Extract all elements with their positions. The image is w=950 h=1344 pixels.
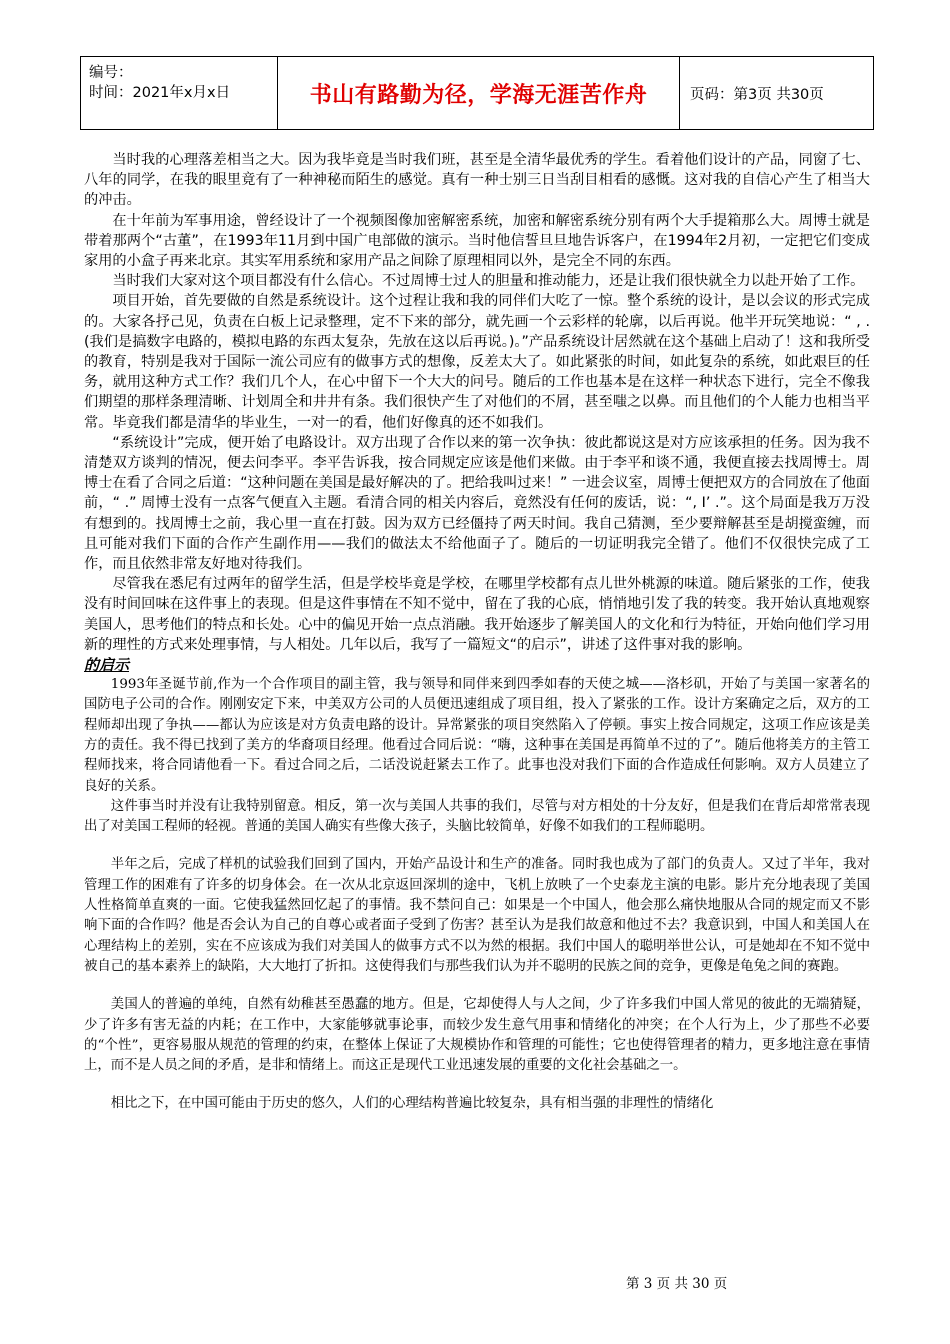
paragraph: 在十年前为军事用途，曾经设计了一个视频图像加密解密系统，加密和解密系统分别有两个大手提箱那么大。周博士就是带着那两个“古董”，在1993年11月到中国广电部做的演示。当时他信誓旦旦地告诉客户，在1994年2月初，一定把它们变成家用的小盒子再来北京。其实军用系统和家用产品之间除了原理相同以外，是完全不同的东西。 [84,212,870,270]
paragraph: 相比之下，在中国可能由于历史的悠久，人们的心理结构普遍比较复杂，具有相当强的非理性的情绪化 [110,1096,714,1112]
paragraph: 半年之后，完成了样机的试验我们回到了国内，开始产品设计和生产的准备。同时我也成为了部门的负责人。又过了半年，我对管理工作的困难有了许多的切身体会。在一次从北京返回深圳的途中，飞机上放映了一个史泰龙主演的电影。影片充分地表现了美国人性格简单直爽的一面。它使我猛然回忆起了的事情。我不禁问自己：如果是一个中国人，他会那么痛快地服从合同的规定而又不影响下面的合作吗？他是否会认为自己的自尊心或者面子受到了伤害？甚至认为是我们故意和他过不去？我意识到，中国人和美国人在心理结构上的差别，实在不应该成为我们对美国人的做事方式不以为然的根据。我们中国人的聪明举世公认，可是她却在不知不觉中被自己的基本素养上的缺陷，大大地打了折扣。这使得我们与那些我们认为并不聪明的民族之间的竞争，更像是龟兔之间的赛跑。 [84,857,870,974]
paragraph-gap [84,977,870,995]
section-heading: 的启示 [84,656,130,675]
paragraph: 1993年圣诞节前,作为一个合作项目的副主管，我与领导和同伴来到四季如春的天使之城——洛杉矶，开始了与美国一家著名的国防电子公司的合作。刚刚安定下来，中美双方公司的人员便迅速组成了项目组，投入了紧张的工作。设计方案确定之后，双方的工程师却出现了争执——都认为应该是对方负责电路的设计。异常紧张的项目突然陷入了停顿。事实上按合同规定，这项工作应该是美方的责任。我不得已找到了美方的华裔项目经理。他看过合同后说：“嗨，这种事在美国是再简单不过的了”。随后他将美方的主管工程师找来，将合同请他看一下。看过合同之后，二话没说赶紧去工作了。此事也没对我们下面的合作造成任何影响。双方人员建立了良好的关系。 [84,677,870,794]
paragraph: “系统设计”完成，便开始了电路设计。双方出现了合作以来的第一次争执：彼此都说这是对方应该承担的任务。因为我不清楚双方谈判的情况，便去问李平。李平告诉我，按合同规定应该是他们来做。由于李平和谈不通，我便直接去找周博士。周博士在看了合同之后道：“这种问题在美国是最好解决的了。把给我叫过来！” 一进会议室，周博士便把双方的合同放在了他面前，“ .” 周博士没有一点客气便直入主题。看清合同的相关内容后，竟然没有任何的废话，说：“, I’ .”。这个局面是我万万没有想到的。找周博士之前，我心里一直在打鼓。因为双方已经僵持了两天时间。我自己猜测，至少要辩解甚至是胡搅蛮缠，而且可能对我们下面的合作产生副作用——我们的做法太不给他面子了。随后的一切证明我完全错了。他们不仅很快完成了工作，而且依然非常友好地对待我们。 [84,434,870,573]
time-label: 时间：2021年x月x日 [89,85,231,101]
header-motto: 书山有路勤为径，学海无涯苦作舟 [278,57,680,129]
paragraph-gap [84,837,870,855]
header-page-info: 页码：第3页 共30页 [690,86,824,103]
paragraph: 美国人的普遍的单纯，自然有幼稚甚至愚蠢的地方。但是，它却使得人与人之间，少了许多我们中国人常见的彼此的无端猜疑，少了许多有害无益的内耗；在工作中，大家能够就事论事，而较少发生意气用事和情绪化的冲突；在个人行为上，少了那些不必要的“个性”，更容易服从规范的管理的约束，在整体上保证了大规模协作和管理的可能性；它也使得管理者的精力，更多地注意在事情上，而不是人员之间的矛盾，是非和情绪上。而这正是现代工业迅速发展的重要的文化社会基础之一。 [84,997,870,1074]
paragraph: 当时我的心理落差相当之大。因为我毕竟是当时我们班，甚至是全清华最优秀的学生。看着他们设计的产品，同窗了七、八年的同学，在我的眼里竟有了一种神秘而陌生的感觉。真有一种士别三日当刮目相看的感慨。这对我的自信心产生了相当大的冲击。 [84,152,870,209]
paragraph: 这件事当时并没有让我特别留意。相反，第一次与美国人共事的我们，尽管与对方相处的十分友好，但是我们在背后却常常表现出了对美国工程师的轻视。普通的美国人确实有些像大孩子，头脑比较简单，好像不如我们的工程师聪明。 [84,798,870,835]
paragraph-gap [84,1076,870,1094]
page-footer: 第 3 页 共 30 页 [626,1276,728,1292]
page-header [80,56,874,130]
paragraph: 当时我们大家对这个项目都没有什么信心。不过周博士过人的胆量和推动能力，还是让我们很快就全力以赴开始了工作。 [112,273,865,290]
document-body [84,150,870,1115]
serial-label: 编号： [89,65,133,81]
header-meta [81,57,278,129]
paragraph: 尽管我在悉尼有过两年的留学生活，但是学校毕竟是学校，在哪里学校都有点儿世外桃源的味道。随后紧张的工作，使我没有时间回味在这件事上的表现。但是这件事情在不知不觉中，留在了我的心底，悄悄地引发了我的转变。我开始认真地观察美国人，思考他们的特点和长处。心中的偏见开始一点点消融。我开始逐步了解美国人的文化和行为特征，开始向他们学习用新的理性的方式来处理事情，与人相处。几年以后，我写了一篇短文“的启示”，讲述了这件事对我的影响。 [84,576,870,653]
paragraph: 项目开始，首先要做的自然是系统设计。这个过程让我和我的同伴们大吃了一惊。整个系统的设计，是以会议的形式完成的。大家各抒己见，负责在白板上记录整理，定不下来的部分，就先画一个云彩样的轮廓，以后再说。他半开玩笑地说：“ , . (我们是搞数字电路的，模拟电路的东西太复杂，先放在这以后再说。)。”产品系统设计居然就在这个基础上启动了！这和我所受的教育，特别是我对于国际一流公司应有的做事方式的想像，反差太大了。如此紧张的时间，如此复杂的系统，如此艰巨的任务，就用这种方式工作？我们几个人，在心中留下一个大大的问号。随后的工作也基本是在这样一种状态下进行，完全不像我们期望的那样条理清晰、计划周全和井井有条。我们很快产生了对他们的不屑，甚至嗤之以鼻。而且他们的个人能力也相当平常。毕竟我们都是清华的毕业生，一对一的看，他们好像真的还不如我们。 [84,293,870,431]
